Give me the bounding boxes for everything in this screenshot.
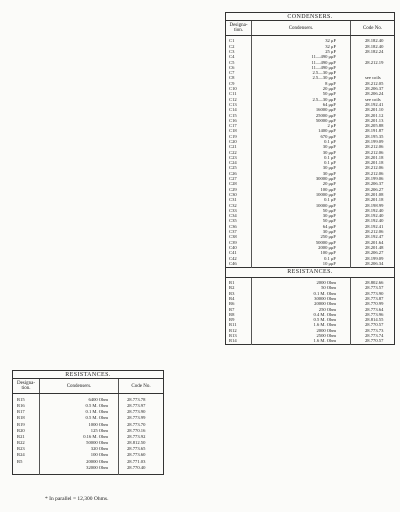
code-cell: 28.192.40 [365, 207, 384, 213]
code-cell: see coils [365, 96, 381, 102]
code-cell: 28.773.70 [127, 421, 146, 427]
designation-cell: C14 [229, 107, 237, 113]
code-cell: 28.212.19 [365, 59, 384, 65]
value-cell: 10 μμF [252, 261, 351, 267]
value-cell: 16000 μμF [252, 108, 351, 113]
value-cell: 0.1 μF [252, 156, 351, 161]
code-cell: 28.198.99 [365, 202, 384, 208]
designation-cell: C12 [229, 96, 237, 102]
designation-cell: R18 [17, 415, 25, 421]
value-cell: 30000 Ohm [252, 297, 351, 302]
designation-cell: R12 [229, 327, 237, 333]
designation-cell: C26 [229, 170, 237, 176]
designation-cell: C28 [229, 181, 237, 187]
code-cell: 28.212.06 [365, 170, 384, 176]
code-cell: 28.773.60 [127, 452, 146, 458]
designation-cell: R5 [17, 458, 23, 464]
designation-cell: C46 [229, 260, 237, 266]
designation-cell: R17 [17, 409, 25, 415]
value-cell: 32 μF [252, 36, 351, 45]
value-cell: 0.5 M. Ohm [40, 403, 119, 409]
code-cell: 28.199.06 [365, 176, 384, 182]
code-cell: 28.773.64 [365, 306, 384, 312]
code-cell: 28.814.55 [365, 317, 384, 323]
code-cell: see coils [365, 75, 381, 81]
designation-cell: C5 [229, 59, 235, 65]
value-cell: 100 μμF [252, 251, 351, 256]
value-cell: 50000 μμF [252, 240, 351, 245]
designation-cell: C41 [229, 250, 237, 256]
designation-cell: C11 [229, 91, 237, 97]
code-cell: 28.206.34 [365, 260, 384, 266]
designation-cell: C29 [229, 186, 237, 192]
value-cell: 100 Ohm [40, 453, 119, 459]
designation-cell: R19 [17, 421, 25, 427]
designation-cell [13, 465, 40, 475]
value-cell: 50 μμF [252, 219, 351, 224]
value-cell: 1000 Ohm [40, 422, 119, 428]
value-cell: 20000 Ohm [252, 302, 351, 307]
resistances-left-table [12, 370, 164, 475]
code-cell: 28.770.16 [127, 427, 146, 433]
table-row [13, 465, 164, 475]
value-cell: 0.4 M. Ohm [252, 313, 351, 318]
code-cell: 28.201.13 [365, 117, 384, 123]
code-cell: 28.773.57 [365, 285, 384, 291]
designation-cell: R15 [17, 396, 25, 402]
designation-cell: R16 [17, 402, 25, 408]
value-cell: 6400 Ohm [40, 394, 119, 404]
code-cell: 28.770.57 [365, 322, 384, 328]
code-cell: 28.206.37 [365, 181, 384, 187]
value-cell: 20 μμF [252, 87, 351, 92]
value-cell: 670 μμF [252, 134, 351, 139]
value-cell: 1.6 M. Ohm [252, 339, 351, 345]
value-cell: 0.1 M. Ohm [40, 409, 119, 415]
code-cell: 28.191.87 [365, 128, 384, 134]
designation-cell: C10 [229, 86, 237, 92]
table-row [13, 394, 164, 404]
condensers-resistances-table [225, 12, 395, 345]
code-cell: 28.773.87 [365, 296, 384, 301]
designation-cell: C15 [229, 112, 237, 118]
code-cell: 28.773.99 [127, 415, 146, 421]
code-cell: 28.773.78 [127, 396, 146, 402]
value-cell: 125 Ohm [40, 428, 119, 434]
value-cell: 250 Ohm [252, 307, 351, 312]
value-cell: 50 μμF [252, 92, 351, 97]
value-cell: 25000 μμF [252, 113, 351, 118]
designation-cell: R24 [17, 452, 25, 458]
designation-cell: C6 [229, 64, 235, 70]
code-cell: 28.206.24 [365, 91, 384, 97]
designation-cell: C2 [229, 43, 235, 49]
code-cell: 28.773.92 [127, 433, 146, 439]
designation-cell: C19 [229, 133, 237, 139]
code-cell: 28.182.40 [365, 43, 384, 49]
header-designation: Designa- tion. [226, 21, 252, 36]
code-cell: 28.206.27 [365, 186, 384, 192]
code-cell: 28.201.18 [365, 154, 384, 160]
designation-cell: C4 [229, 54, 235, 60]
code-cell: 28.212.06 [365, 229, 384, 235]
resistances-left-body [13, 394, 164, 475]
value-cell: 0.1 μF [252, 256, 351, 261]
designation-cell: C38 [229, 234, 237, 240]
designation-cell: C24 [229, 160, 237, 166]
code-cell: 28.201.48 [365, 244, 384, 250]
code-cell: 28.212.06 [365, 144, 384, 150]
code-cell: 28.195.35 [365, 133, 384, 139]
designation-cell: R21 [17, 433, 25, 439]
code-cell: 28.802.66 [365, 280, 384, 286]
designation-cell: C39 [229, 239, 237, 245]
value-cell: 30 μμF [252, 171, 351, 176]
value-cell: 0.5 M. Ohm [40, 416, 119, 422]
designation-cell: C23 [229, 154, 237, 160]
code-cell: 28.773.96 [365, 311, 384, 317]
value-cell: 11—490 μμF [252, 60, 351, 65]
value-cell: 1.6 M. Ohm [252, 323, 351, 328]
code-cell: 28.201.18 [365, 160, 384, 166]
designation-cell: R20 [17, 427, 25, 433]
code-cell: 28.192.47 [365, 234, 384, 240]
code-cell: 28.773.97 [127, 402, 146, 408]
value-cell: 11—490 μμF [252, 55, 351, 60]
designation-cell: R8 [229, 311, 235, 317]
value-cell: 2000 μμF [252, 246, 351, 251]
designation-cell: C40 [229, 244, 237, 250]
value-cell: 10000 μμF [252, 203, 351, 208]
code-cell: 28.206.37 [365, 86, 384, 92]
designation-cell: R4 [229, 296, 235, 301]
value-cell: 0.1 M. Ohm [252, 291, 351, 296]
header-condensers: Condensers. [40, 379, 119, 394]
value-cell: 250 μμF [252, 235, 351, 240]
value-cell: 30 μμF [252, 230, 351, 235]
header-code-no: Code No. [351, 21, 395, 36]
value-cell: 2000 Ohm [252, 277, 351, 286]
code-cell: 28.773.73 [365, 327, 384, 333]
code-cell: 28.182.40 [365, 38, 384, 44]
value-cell: 2.5—30 μμF [252, 71, 351, 76]
code-cell: 28.201.18 [365, 197, 384, 203]
code-cell: 28.212.05 [365, 80, 384, 86]
value-cell: 50000 μμF [252, 118, 351, 123]
value-cell: 50 μμF [252, 209, 351, 214]
designation-cell: C33 [229, 207, 237, 213]
code-cell: 28.201.64 [365, 239, 384, 245]
code-cell: 28.812.50 [127, 440, 146, 446]
code-cell: 28.192.40 [365, 218, 384, 224]
resistances-left-title: RESISTANCES. [13, 371, 164, 379]
designation-cell: R11 [229, 322, 237, 328]
code-cell: 28.201.10 [365, 107, 384, 113]
designation-cell: R9 [229, 317, 235, 323]
table-row [226, 339, 395, 345]
designation-cell: C18 [229, 128, 237, 134]
value-cell: 10000 μμF [252, 193, 351, 198]
designation-cell: C34 [229, 213, 237, 219]
designation-cell: C13 [229, 101, 237, 107]
table-row [226, 36, 395, 45]
value-cell: 2000 Ohm [252, 328, 351, 333]
value-cell: 30 μμF [252, 150, 351, 155]
value-cell: 64 μμF [252, 224, 351, 229]
value-cell: 2 μF [252, 124, 351, 129]
value-cell: 20 μμF [252, 182, 351, 187]
designation-cell: C16 [229, 117, 237, 123]
value-cell: 30 μμF [252, 166, 351, 171]
code-cell: 28.192.40 [365, 213, 384, 219]
code-cell: 28.212.06 [365, 149, 384, 155]
value-cell: 0.1 μF [252, 140, 351, 145]
code-cell: 28.770.57 [365, 338, 384, 344]
value-cell: 0.1 μF [252, 161, 351, 166]
code-cell: 28.206.27 [365, 250, 384, 256]
value-cell: 0.5 M. Ohm [252, 318, 351, 323]
designation-cell: C25 [229, 165, 237, 171]
value-cell: 8 μμF [252, 81, 351, 86]
designation-cell: R13 [229, 333, 237, 339]
value-cell: 50000 Ohm [40, 440, 119, 446]
designation-cell: C36 [229, 223, 237, 229]
designation-cell: C27 [229, 176, 237, 182]
designation-cell: C22 [229, 149, 237, 155]
value-cell: 50 Ohm [252, 286, 351, 291]
code-cell: 28.182.24 [365, 48, 384, 54]
designation-cell: R2 [229, 285, 235, 291]
designation-cell: C3 [229, 48, 235, 54]
footnote: * In parallel = 12,300 Ohms. [45, 496, 109, 502]
condensers-body [226, 36, 395, 268]
designation-cell: C32 [229, 202, 237, 208]
designation-cell: C8 [229, 75, 235, 81]
code-cell: 28.770.99 [365, 301, 384, 307]
value-cell: 30 μμF [252, 214, 351, 219]
designation-cell: R23 [17, 446, 25, 452]
value-cell: 2500 Ohm [252, 334, 351, 339]
condensers-title: CONDENSERS. [226, 13, 395, 21]
value-cell: 320 Ohm [40, 447, 119, 453]
code-cell: 28.773.74 [365, 333, 384, 339]
value-cell: 32 μF [252, 44, 351, 49]
designation-cell: R22 [17, 440, 25, 446]
designation-cell: C9 [229, 80, 235, 86]
code-cell: 28.773.65 [127, 446, 146, 452]
designation-cell: C21 [229, 144, 237, 150]
designation-cell: C35 [229, 218, 237, 224]
designation-cell: R6 [229, 301, 235, 307]
designation-cell: C7 [229, 70, 235, 76]
designation-cell: C42 [229, 255, 237, 261]
code-cell: 28.770.40 [127, 464, 146, 470]
code-cell: 28.192.41 [365, 223, 384, 229]
value-cell: 100 μμF [252, 187, 351, 192]
code-cell: 28.199.09 [365, 255, 384, 261]
value-cell: 20000 Ohm [40, 459, 119, 465]
code-cell: 28.199.09 [365, 138, 384, 144]
code-cell: 28.201.12 [365, 112, 384, 118]
header-designation: Designa- tion. [13, 379, 40, 394]
value-cell: 64 μμF [252, 103, 351, 108]
designation-cell: C1 [229, 38, 235, 44]
header-condensers: Condensers. [252, 21, 351, 36]
code-cell: 28.212.06 [365, 165, 384, 171]
code-cell: 28.773.90 [365, 290, 384, 296]
value-cell: 2.5—30 μμF [252, 76, 351, 81]
designation-cell: R1 [229, 280, 235, 286]
value-cell: 11—490 μμF [252, 65, 351, 70]
code-cell: 28.205.88 [365, 123, 384, 129]
designation-cell: R7 [229, 306, 235, 312]
resistances-title: RESISTANCES. [226, 267, 395, 277]
header-code-no: Code No. [119, 379, 164, 394]
value-cell: 25 μF [252, 50, 351, 55]
value-cell: 30000 μμF [252, 177, 351, 182]
value-cell: 2.5—30 μμF [252, 97, 351, 102]
designation-cell: C20 [229, 138, 237, 144]
designation-cell: C37 [229, 229, 237, 235]
code-cell: 28.201.08 [365, 191, 384, 197]
value-cell: 32000 Ohm [40, 465, 119, 475]
designation-cell: C31 [229, 197, 237, 203]
code-cell: 28.771.03 [127, 458, 146, 464]
value-cell: 0.1 μF [252, 198, 351, 203]
designation-cell: C30 [229, 191, 237, 197]
designation-cell: R14 [229, 338, 237, 344]
value-cell: 30 μμF [252, 145, 351, 150]
value-cell: 0.16 M. Ohm [40, 434, 119, 440]
code-cell: 28.773.90 [127, 409, 146, 415]
designation-cell: C17 [229, 123, 237, 129]
code-cell: 28.192.41 [365, 101, 384, 107]
value-cell: 1400 μμF [252, 129, 351, 134]
resistances-right-body [226, 277, 395, 345]
designation-cell: R3 [229, 290, 235, 296]
